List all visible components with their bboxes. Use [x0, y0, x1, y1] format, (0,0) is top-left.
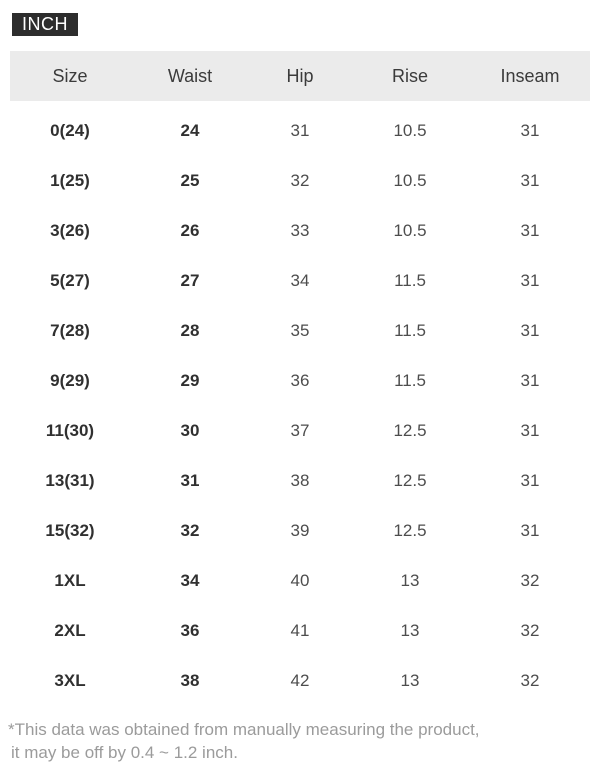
- table-row: [10, 306, 590, 356]
- cell-hip: 31: [290, 121, 310, 140]
- cell-inseam: 31: [520, 321, 540, 340]
- cell-waist: 26: [180, 221, 200, 240]
- column-header-inseam: Inseam: [470, 51, 590, 101]
- disclaimer-line-1: *This data was obtained from manually measuring the product,: [8, 720, 480, 739]
- unit-badge: INCH: [12, 13, 78, 36]
- cell-waist: 30: [180, 421, 200, 440]
- cell-rise: 13: [400, 671, 420, 690]
- table-row: [10, 356, 590, 406]
- cell-inseam: 31: [520, 471, 540, 490]
- cell-waist: 31: [180, 471, 200, 490]
- cell-hip: 35: [290, 321, 310, 340]
- cell-size: 7(28): [50, 321, 90, 340]
- table-row: [10, 606, 590, 656]
- cell-rise: 11.5: [394, 321, 426, 340]
- cell-hip: 33: [290, 221, 310, 240]
- cell-waist: 38: [180, 671, 200, 690]
- cell-size: 0(24): [50, 121, 90, 140]
- cell-inseam: 32: [520, 571, 540, 590]
- cell-hip: 36: [290, 371, 310, 390]
- cell-waist: 36: [180, 621, 200, 640]
- cell-inseam: 31: [520, 221, 540, 240]
- table-row: [10, 156, 590, 206]
- cell-waist: 32: [180, 521, 200, 540]
- table-header-row: [10, 51, 590, 101]
- column-header-waist: Waist: [130, 51, 250, 101]
- cell-size: 2XL: [54, 621, 86, 640]
- table-row: [10, 206, 590, 256]
- cell-hip: 37: [290, 421, 310, 440]
- cell-inseam: 32: [520, 621, 540, 640]
- cell-size: 1(25): [50, 171, 90, 190]
- column-header-size: Size: [10, 51, 130, 101]
- cell-rise: 12.5: [393, 521, 427, 540]
- cell-rise: 12.5: [393, 421, 427, 440]
- table-body: [10, 101, 590, 706]
- size-chart-table: [10, 51, 590, 706]
- cell-rise: 10.5: [393, 121, 427, 140]
- cell-rise: 13: [400, 571, 420, 590]
- column-header-rise: Rise: [350, 51, 470, 101]
- cell-inseam: 31: [520, 521, 540, 540]
- table-row: [10, 506, 590, 556]
- cell-waist: 29: [180, 371, 200, 390]
- table-row: [10, 256, 590, 306]
- cell-rise: 11.5: [394, 371, 426, 390]
- cell-waist: 28: [180, 321, 200, 340]
- cell-inseam: 31: [520, 371, 540, 390]
- cell-hip: 41: [290, 621, 310, 640]
- cell-inseam: 32: [520, 671, 540, 690]
- cell-inseam: 31: [520, 421, 540, 440]
- table-row: [10, 406, 590, 456]
- table-row: [10, 456, 590, 506]
- cell-size: 5(27): [50, 271, 90, 290]
- cell-waist: 34: [180, 571, 200, 590]
- cell-hip: 40: [290, 571, 310, 590]
- cell-inseam: 31: [520, 171, 540, 190]
- cell-size: 15(32): [45, 521, 95, 540]
- cell-size: 1XL: [54, 571, 86, 590]
- cell-size: 9(29): [50, 371, 90, 390]
- cell-rise: 10.5: [393, 221, 427, 240]
- cell-hip: 34: [290, 271, 310, 290]
- cell-rise: 11.5: [394, 271, 426, 290]
- cell-rise: 12.5: [393, 471, 427, 490]
- cell-waist: 27: [180, 271, 200, 290]
- cell-rise: 10.5: [393, 171, 427, 190]
- cell-size: 3(26): [50, 221, 90, 240]
- measurement-disclaimer: [8, 718, 607, 764]
- cell-waist: 25: [180, 171, 200, 190]
- cell-waist: 24: [180, 121, 200, 140]
- cell-inseam: 31: [520, 271, 540, 290]
- cell-hip: 38: [290, 471, 310, 490]
- cell-hip: 39: [290, 521, 310, 540]
- cell-rise: 13: [400, 621, 420, 640]
- cell-size: 11(30): [45, 421, 95, 440]
- column-header-hip: Hip: [250, 51, 350, 101]
- disclaimer-line-2: it may be off by 0.4 ~ 1.2 inch.: [11, 743, 238, 762]
- table-row: [10, 556, 590, 606]
- cell-size: 3XL: [54, 671, 86, 690]
- cell-hip: 32: [290, 171, 310, 190]
- cell-inseam: 31: [520, 121, 540, 140]
- cell-size: 13(31): [45, 471, 95, 490]
- table-row: [10, 101, 590, 156]
- cell-hip: 42: [290, 671, 310, 690]
- table-row: [10, 656, 590, 706]
